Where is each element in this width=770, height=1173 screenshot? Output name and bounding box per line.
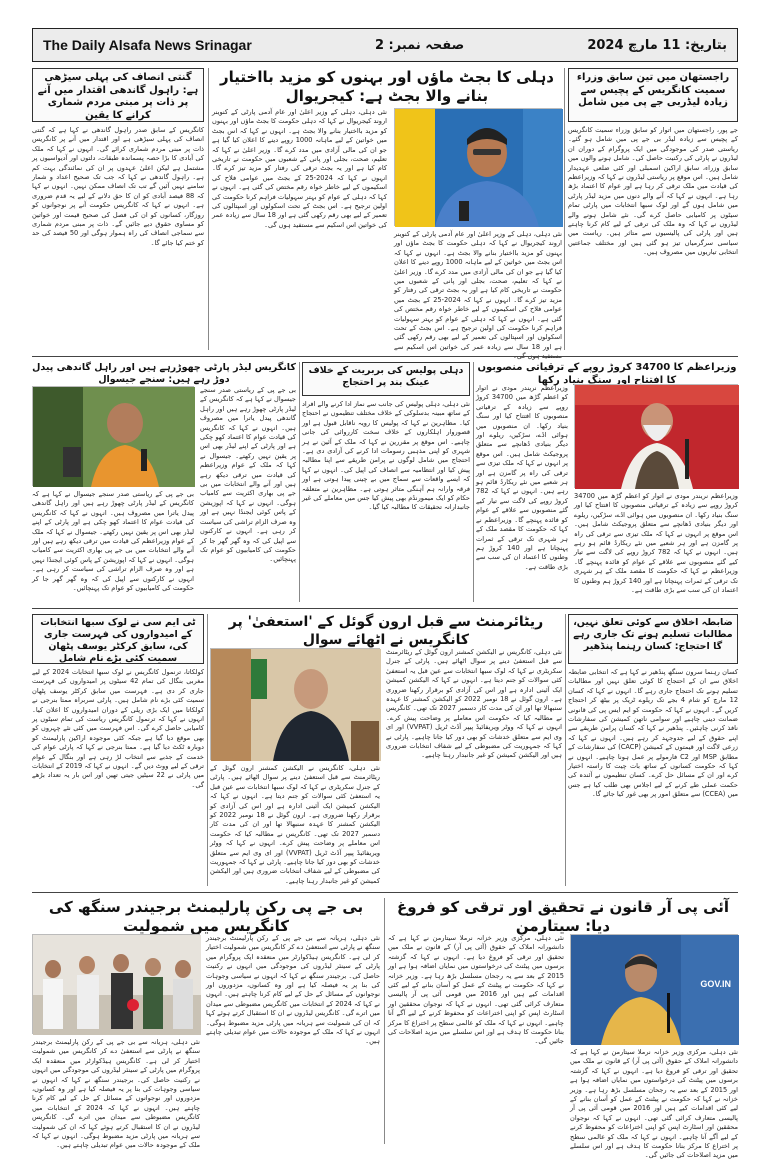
article-tmc-list (32, 614, 204, 886)
row-rule (32, 892, 738, 893)
brijendra-photo (32, 934, 200, 1034)
article-body-continued: نئی دہلی، ہریانہ سے بی جے پی کے رکن پارلیمنٹ برجیندر سنگھ نے پارٹی سے استعفیٰ دے کر کانگریس میں شمولیت اختیار کر لی ہے۔ کانگریس ہیڈکوارٹر میں منعقدہ ایک پروگرام میں پارٹی کے سینئر لیڈروں کی موجودگی میں انہوں نے رکنیت حاصل کی۔ برجیندر سنگھ نے کہا کہ انہوں نے سیاسی وجوہات کی بنا پر یہ فیصلہ کیا ہے اور وہ کسانوں، مزدوروں اور نوجوانوں کے مسائل کے حل کے لیے کام کرنا چاہتے ہیں۔ انہوں نے کہا کہ 2024 کے انتخابات میں کانگریس مضبوطی سے میدان میں اترے گی۔ کانگریس لیڈروں نے ان کا استقبال کرتے ہوئے کہا کہ ان کی شمولیت سے ہریانہ میں پارٹی مزید مضبوط ہوگی۔ انہوں نے کہا کہ ملک کے موجودہ حالات میں عوام تبدیلی چاہتے ہیں۔ (205, 934, 380, 1046)
article-body: جے پور، راجستھان میں اتوار کو سابق وزراء سمیت کانگریس کے پچیس سے زیادہ لیڈر بی جے پی میں شامل ہو گئے۔ ریاستی صدر کی موجودگی میں ایک پروگرام کے دوران ان لیڈروں نے پارٹی کی رکنیت حاصل کی۔ شامل ہونے والوں میں سابق وزراء، سابق اراکین اسمبلی اور کئی ضلعی عہدیدار شامل ہیں۔ اس موقع پر ریاستی لیڈروں نے کہا کہ وزیراعظم کی قیادت میں ملک ترقی کر رہا ہے اور عوام کا اعتماد بڑھ رہا ہے۔ انہوں نے کہا کہ آنے والے دنوں میں مزید لیڈر پارٹی میں شامل ہوں گے اور لوک سبھا انتخابات میں پارٹی تمام سیٹوں پر کامیابی حاصل کرے گی۔ نئے شامل ہونے والے لیڈروں نے کہا کہ وہ ملک کی ترقی کے لیے کام کرنا چاہتے ہیں اور پارٹی کی پالیسیوں سے متاثر ہیں۔ ریاست میں سیاسی سرگرمیاں تیز ہو گئی ہیں اور مختلف جماعتیں انتخابی تیاریوں میں مصروف ہیں۔ (568, 126, 738, 257)
column-rule (299, 362, 300, 602)
article-arun-goel (210, 614, 562, 886)
article-body: نئی دہلی، دہلی پولیس کی جانب سے نماز ادا کرنے والے افراد کے ساتھ مبینہ بدسلوکی کے خلاف مختلف تنظیموں نے احتجاج کیا۔ مظاہرین نے کہا کہ پولیس کا رویہ ناقابل قبول ہے اور قصوروار اہلکاروں کے خلاف سخت کارروائی کی جانی چاہیے۔ اس موقع پر مقررین نے کہا کہ ملک کے آئین نے ہر شہری کو اپنی مذہبی رسومات ادا کرنے کی آزادی دی ہے۔ احتجاج میں شامل لوگوں نے پرامن طریقے سے اپنا مطالبہ پیش کیا اور انتظامیہ سے انصاف کی اپیل کی۔ انہوں نے کہا کہ ایسے واقعات سے سماج میں بے چینی پیدا ہوتی ہے اور فرقہ وارانہ ہم آہنگی متاثر ہوتی ہے۔ مظاہرین نے متعلقہ حکام کو ایک میمورنڈم بھی پیش کیا جس میں معاملے کی غیر جانبدارانہ تحقیقات کا مطالبہ کیا گیا۔ (302, 400, 470, 512)
article-police-protest (302, 362, 470, 602)
page-number: صفحہ نمبر: 2 (374, 37, 465, 53)
article-headline: گنتی انصاف کی پہلی سیڑھی ہے: راہول گاندھی اقتدار میں آنے پر ذات پر مبنی مردم شماری کرانے کا یقین (32, 68, 204, 122)
photo-watermark: GOV.IN (700, 979, 731, 989)
article-body-continued: نئی دہلی، کانگریس نے الیکشن کمشنر ارون گوئل کے ریٹائرمنٹ سے قبل استعفیٰ دینے پر سوال اٹھائے ہیں۔ پارٹی کے جنرل سکریٹری نے کہا کہ لوک سبھا انتخابات سے عین قبل یہ استعفیٰ کئی سوالات کو جنم دیتا ہے۔ انہوں نے کہا کہ الیکشن کمیشن ایک آئینی ادارہ ہے اور اس کی آزادی کو برقرار رکھنا ضروری ہے۔ ارون گوئل نے 18 نومبر 2022 کو الیکشن کمشنر کا عہدہ سنبھالا تھا اور ان کی مدت کار دسمبر 2027 تک تھی۔ کانگریس نے مطالبہ کیا کہ حکومت اس معاملے پر وضاحت پیش کرے۔ انہوں نے کہا کہ ووٹر ویریفائیڈ پیپر آڈٹ ٹریل (VVPAT) اور ای وی ایم سے متعلق خدشات کو بھی دور کیا جانا چاہیے۔ پارٹی نے کہا کہ جمہوریت کی مضبوطی کے لیے شفاف انتخابات ضروری ہیں اور الیکشن کمیشن کو غیر جانبدار رہنا چاہیے۔ (386, 648, 562, 760)
article-farmer-protest (568, 614, 738, 886)
article-headline: ضابطہ اخلاق سے کوئی تعلق نہیں، مطالبات تسلیم ہونے تک جاری رہے گا احتجاج: کسان رہنما پنڈھیر (568, 614, 738, 664)
article-headline: ٹی ایم سی نے لوک سبھا انتخابات کے امیدواروں کی فہرست جاری کی، سابق کرکٹر یوسف پٹھان سمیت کئی بڑے نام شامل (32, 614, 204, 664)
paper-name: The Daily Alsafa News Srinagar (43, 37, 252, 53)
jaiswal-photo (32, 386, 194, 486)
article-headline: راجستھان میں تین سابق وزراء سمیت کانگریس کے پچیس سے زیادہ لیڈربی جے پی میں شامل (568, 68, 738, 122)
modi-photo (574, 384, 738, 488)
article-headline: وزیراعظم کا 34700 کروڑ روپے کے ترقیاتی منصوبوں کا افتتاح اور سنگ بنیاد رکھا (477, 362, 737, 386)
article-headline: دہلی پولیس کی بربریت کے خلاف عینک بند پر احتجاج (302, 362, 470, 396)
article-body: نئی دہلی، دہلی کے وزیر اعلیٰ اور عام آدمی پارٹی کے کنوینر اروند کیجریوال نے کہا کہ دہلی حکومت کا بجٹ ماؤں اور بہنوں کو مزید بااختیار بنانے والا بجٹ ہے۔ انہوں نے کہا کہ اس بجٹ میں خواتین کے لیے ماہانہ 1000 روپے دینے کا اعلان کیا گیا ہے جو ان کی مالی آزادی میں مدد کرے گا۔ وزیر اعلیٰ نے کہا کہ تعلیم، صحت، بجلی اور پانی کے شعبوں میں حکومت نے تاریخی کام کیا ہے اور یہ بجٹ ترقی کی رفتار کو مزید تیز کرے گا۔ انہوں نے کہا کہ 2024-25 کے بجٹ میں عوامی فلاح کی اسکیموں کے لیے خاطر خواہ رقم مختص کی گئی ہے۔ انہوں نے کہا کہ دہلی کے عوام کو بہتر سہولیات فراہم کرنا حکومت کی اولین ترجیح ہے۔ اس بجٹ کے تحت اسکولوں اور اسپتالوں کی تعمیر کے لیے بھی رقم رکھی گئی ہے اور 18 سال سے زیادہ عمر کی خواتین اس اسکیم سے (394, 230, 563, 351)
article-headline: بی جے پی رکن پارلیمنٹ برجیندر سنگھ کی کانگریس میں شمولیت (48, 898, 364, 935)
article-body: کسان رہنما سرون سنگھ پنڈھیر نے کہا ہے کہ انتخابی ضابطہ اخلاق سے ان کے احتجاج کا کوئی تعلق نہیں اور مطالبات تسلیم ہونے تک احتجاج جاری رہے گا۔ انہوں نے کہا کہ کسان 12 مارچ کو شام 4 بجے تک ریلوے ٹریک پر بیٹھ کر احتجاج کریں گے۔ انہوں نے کہا کہ حکومت کو ایم ایس پی کی قانونی ضمانت دینی چاہیے اور سوامی ناتھن کمیشن کی سفارشات نافذ کرنی چاہئیں۔ پنڈھیر نے کہا کہ کسان پرامن طریقے سے اپنے حقوق کے لیے جدوجہد کر رہے ہیں۔ انہوں نے کہا کہ زرعی لاگت اور قیمتوں کے کمیشن (CACP) کی سفارشات کے مطابق MSP اور C2 فارمولے پر عمل ہونا چاہیے۔ انہوں نے کہا کہ حکومت کسانوں کے ساتھ بات چیت کا راستہ اختیار کرے اور ان کے مسائل حل کرے۔ کسان تنظیموں نے آئندہ کی حکمت عملی طے کرنے کے لیے اجلاس بھی طلب کیا ہے جس میں (CCEA) سے متعلق امور پر بھی غور کیا جائے گا۔ (568, 668, 739, 799)
goel-photo (210, 648, 380, 760)
article-kejriwal (212, 68, 562, 350)
column-rule (208, 68, 209, 350)
article-body: کولکاتا، ترنمول کانگریس نے لوک سبھا انتخابات 2024 کے لیے مغربی بنگال کی تمام 42 سیٹوں پر امیدواروں کی فہرست جاری کر دی ہے۔ فہرست میں سابق کرکٹر یوسف پٹھان سمیت کئی بڑے نام شامل ہیں۔ پارٹی سربراہ ممتا بنرجی نے کولکاتا میں ایک بڑی ریلی کے دوران امیدواروں کا اعلان کیا۔ انہوں نے کہا کہ ترنمول کانگریس ریاست کی تمام سیٹوں پر کامیابی حاصل کرے گی۔ اس فہرست میں کئی نئے چہروں کو بھی موقع دیا گیا ہے جبکہ کئی موجودہ اراکین پارلیمنٹ کو دوبارہ ٹکٹ دیا گیا ہے۔ ممتا بنرجی نے کہا کہ پارٹی عوام کی خدمت کے جذبے سے انتخاب لڑ رہی ہے اور بنگال کے عوام ترقی کے لیے ووٹ دیں گے۔ انہوں نے کہا کہ 2019 کے انتخابات میں پارٹی نے 22 سیٹیں جیتی تھیں اور اس بار یہ تعداد بڑھے گی۔ (32, 668, 205, 789)
article-sitharaman (388, 898, 738, 1160)
article-body: نئی دہلی، مرکزی وزیر خزانہ نرملا سیتارمن نے کہا ہے کہ دانشورانہ املاک کے حقوق (آئی پی آر) کے قانون نے ملک میں تحقیق اور ترقی کو فروغ دیا ہے۔ انہوں نے کہا کہ گزشتہ برسوں میں پیٹنٹ کی درخواستوں میں نمایاں اضافہ ہوا ہے اور 2015 کے بعد سے یہ رجحان مسلسل بڑھ رہا ہے۔ وزیر خزانہ نے کہا کہ حکومت نے پیٹنٹ کے عمل کو آسان بنانے کے لیے کئی اقدامات کیے ہیں اور 2016 میں قومی آئی پی آر پالیسی متعارف کرائی گئی تھی۔ انہوں نے کہا کہ نوجوان محققین اور اسٹارٹ اپس کو اپنی اختراعات کو محفوظ کرنے کے لیے آگے آنا چاہیے۔ انہوں نے کہا کہ ملک کو عالمی سطح پر اختراع کا مرکز بنانا حکومت کا ہدف ہے اور اس سلسلے میں مزید اصلاحات کی جائیں گی۔ (570, 1048, 738, 1160)
kejriwal-photo (394, 108, 562, 226)
article-body: نئی دہلی، کانگریس نے الیکشن کمشنر ارون گوئل کے ریٹائرمنٹ سے قبل استعفیٰ دینے پر سوال اٹھائے ہیں۔ پارٹی کے جنرل سکریٹری نے کہا کہ لوک سبھا انتخابات سے عین قبل یہ استعفیٰ کئی سوالات کو جنم دیتا ہے۔ انہوں نے کہا کہ الیکشن کمیشن ایک آئینی ادارہ ہے اور اس کی آزادی کو برقرار رکھنا ضروری ہے۔ ارون گوئل نے 18 نومبر 2022 کو الیکشن کمشنر کا عہدہ سنبھالا تھا اور ان کی مدت کار دسمبر 2027 تک تھی۔ کانگریس نے مطالبہ کیا کہ حکومت اس معاملے پر وضاحت پیش کرے۔ انہوں نے کہا کہ ووٹر ویریفائیڈ پیپر آڈٹ ٹریل (VVPAT) اور ای وی ایم سے متعلق خدشات کو بھی دور کیا جانا چاہیے۔ پارٹی نے کہا کہ جمہوریت کی مضبوطی کے لیے شفاف انتخابات ضروری ہیں اور الیکشن کمیشن کو غیر جانبدار رہنا چاہیے۔ (209, 764, 381, 885)
article-headline: آئی پی آر قانون نے تحقیق اور ترقی کو فروغ دیا: سیتارمن (396, 898, 730, 935)
column-rule (384, 898, 385, 1144)
article-headline: ریٹائرمنٹ سے قبل ارون گوئل کے 'استعفیٰ' پر کانگریس نے اٹھائے سوال (228, 614, 544, 648)
article-body-continued: بی جے پی کے ریاستی صدر سنجے جیسوال نے کہا ہے کہ کانگریس کے لیڈر پارٹی چھوڑ رہے ہیں اور راہل گاندھی پیدل یاترا میں مصروف ہیں۔ انہوں نے کہا کہ کانگریس کی قیادت عوام کا اعتماد کھو چکی ہے اور پارٹی کے اپنے لیڈر بھی اس پر یقین نہیں رکھتے۔ جیسوال نے کہا کہ ملک کے عوام وزیراعظم کی قیادت میں ترقی دیکھ رہے ہیں اور آنے والے انتخابات میں بی جے پی بھاری اکثریت سے کامیاب ہوگی۔ انہوں نے کہا کہ اپوزیشن کے پاس کوئی ایجنڈا نہیں ہے اور وہ صرف الزام تراشی کی سیاست کر رہی ہے۔ انہوں نے کارکنوں سے اپیل کی کہ وہ گھر گھر جا کر حکومت کی کامیابیوں کو عوام تک پہنچائیں۔ (200, 386, 296, 564)
row-rule (32, 608, 738, 609)
article-body: بی جے پی کے ریاستی صدر سنجے جیسوال نے کہا ہے کہ کانگریس کے لیڈر پارٹی چھوڑ رہے ہیں اور راہل گاندھی پیدل یاترا میں مصروف ہیں۔ انہوں نے کہا کہ کانگریس کی قیادت عوام کا اعتماد کھو چکی ہے اور پارٹی کے اپنے لیڈر بھی اس پر یقین نہیں رکھتے۔ جیسوال نے کہا کہ ملک کے عوام وزیراعظم کی قیادت میں ترقی دیکھ رہے ہیں اور آنے والے انتخابات میں بی جے پی بھاری اکثریت سے کامیاب ہوگی۔ انہوں نے کہا کہ اپوزیشن کے پاس کوئی ایجنڈا نہیں ہے اور وہ صرف الزام تراشی کی سیاست کر رہی ہے۔ انہوں نے کارکنوں سے اپیل کی کہ وہ گھر گھر جا کر حکومت کی کامیابیوں کو عوام تک پہنچائیں۔ (32, 490, 194, 593)
article-body-continued: وزیراعظم نریندر مودی نے اتوار کو اعظم گڑھ میں 34700 کروڑ روپے سے زیادہ کے ترقیاتی منصوبوں کا افتتاح کیا اور سنگ بنیاد رکھا۔ ان منصوبوں میں ہوائی اڈے، سڑکیں، ریلوے اور دیگر بنیادی ڈھانچے سے متعلق پروجیکٹ شامل ہیں۔ اس موقع پر انہوں نے کہا کہ ملک تیزی سے ترقی کی راہ پر گامزن ہے اور ہر شعبے میں نئے ریکارڈ قائم ہو رہے ہیں۔ انہوں نے کہا کہ 782 کروڑ روپے کی لاگت سے تیار کیے گئے منصوبوں سے علاقے کے عوام کو فائدہ پہنچے گا۔ وزیراعظم نے کہا کہ حکومت کا مقصد ملک کے ہر شہری تک ترقی کے ثمرات پہنچانا ہے اور 140 کروڑ ہم وطنوں کا اعتماد ان کی سب سے بڑی طاقت ہے۔ (476, 384, 568, 571)
column-rule (564, 68, 565, 350)
column-rule (473, 362, 474, 602)
article-body-continued: نئی دہلی، مرکزی وزیر خزانہ نرملا سیتارمن نے کہا ہے کہ دانشورانہ املاک کے حقوق (آئی پی آر) کے قانون نے ملک میں تحقیق اور ترقی کو فروغ دیا ہے۔ انہوں نے کہا کہ گزشتہ برسوں میں پیٹنٹ کی درخواستوں میں نمایاں اضافہ ہوا ہے اور 2015 کے بعد سے یہ رجحان مسلسل بڑھ رہا ہے۔ وزیر خزانہ نے کہا کہ حکومت نے پیٹنٹ کے عمل کو آسان بنانے کے لیے کئی اقدامات کیے ہیں اور 2016 میں قومی آئی پی آر پالیسی متعارف کرائی گئی تھی۔ انہوں نے کہا کہ نوجوان محققین اور اسٹارٹ اپس کو اپنی اختراعات کو محفوظ کرنے کے لیے آگے آنا چاہیے۔ انہوں نے کہا کہ ملک کو عالمی سطح پر اختراع کا مرکز بنانا حکومت کا ہدف ہے اور اس سلسلے میں مزید اصلاحات کی جائیں گی۔ (388, 934, 564, 1046)
article-rajasthan (568, 68, 738, 350)
article-body: نئی دہلی، ہریانہ سے بی جے پی کے رکن پارلیمنٹ برجیندر سنگھ نے پارٹی سے استعفیٰ دے کر کانگریس میں شمولیت اختیار کر لی ہے۔ کانگریس ہیڈکوارٹر میں منعقدہ ایک پروگرام میں پارٹی کے سینئر لیڈروں کی موجودگی میں انہوں نے رکنیت حاصل کی۔ برجیندر سنگھ نے کہا کہ انہوں نے سیاسی وجوہات کی بنا پر یہ فیصلہ کیا ہے اور وہ کسانوں، مزدوروں اور نوجوانوں کے مسائل کے حل کے لیے کام کرنا چاہتے ہیں۔ انہوں نے کہا کہ 2024 کے انتخابات میں کانگریس مضبوطی سے میدان میں اترے گی۔ کانگریس لیڈروں نے ان کا استقبال کرتے ہوئے کہا کہ ان کی شمولیت سے ہریانہ میں پارٹی مزید مضبوط ہوگی۔ انہوں نے کہا کہ ملک کے موجودہ حالات میں عوام تبدیلی چاہتے ہیں۔ (32, 1038, 200, 1150)
article-headline: کانگریس لیڈر پارٹی چھوڑرہے ہیں اور راہل گاندھی پیدل دوڑ رہے ہیں: سنجے جیسوال (32, 362, 296, 385)
article-body: وزیراعظم نریندر مودی نے اتوار کو اعظم گڑھ میں 34700 کروڑ روپے سے زیادہ کے ترقیاتی منصوبوں کا افتتاح کیا اور سنگ بنیاد رکھا۔ ان منصوبوں میں ہوائی اڈے، سڑکیں، ریلوے اور دیگر بنیادی ڈھانچے سے متعلق پروجیکٹ شامل ہیں۔ اس موقع پر انہوں نے کہا کہ ملک تیزی سے ترقی کی راہ پر گامزن ہے اور ہر شعبے میں نئے ریکارڈ قائم ہو رہے ہیں۔ انہوں نے کہا کہ 782 کروڑ روپے کی لاگت سے تیار کیے گئے منصوبوں سے علاقے کے عوام کو فائدہ پہنچے گا۔ وزیراعظم نے کہا کہ حکومت کا مقصد ملک کے ہر شہری تک ترقی کے ثمرات پہنچانا ہے اور 140 کروڑ ہم وطنوں کا اعتماد ان کی سب سے بڑی طاقت ہے۔ (574, 492, 738, 595)
article-pm-projects (476, 362, 738, 602)
column-rule (565, 614, 566, 886)
article-body: کانگریس کے سابق صدر راہول گاندھی نے کہا ہے کہ گنتی انصاف کی پہلی سیڑھی ہے اور اقتدار میں آنے پر کانگریس ذات پر مبنی مردم شماری کرائے گی۔ انہوں نے کہا کہ ملک کی آبادی کا بڑا حصہ پسماندہ طبقات، دلتوں اور آدیواسیوں پر مشتمل ہے لیکن اعلیٰ عہدوں پر ان کی نمائندگی بہت کم ہے۔ راہول گاندھی نے کہا کہ جب تک صحیح اعداد و شمار سامنے نہیں آئیں گے تب تک انصاف ممکن نہیں۔ انہوں نے کہا کہ 88 فیصد آبادی کو ان کا حق دلانے کے لیے یہ قدم ضروری ہے۔ انہوں نے کہا کہ کانگریس حکومت آنے پر نوجوانوں کو روزگار، کسانوں کو ان کی فصل کی صحیح قیمت اور خواتین کو مساوی حقوق دیے جائیں گے۔ ذات پر مبنی مردم شماری سے سماجی انصاف کی راہ ہموار ہوگی اور 50 فیصد کی حد کو ختم کیا جائے گا۔ (32, 126, 205, 247)
article-headline: دہلی کا بجٹ ماؤں اور بہنوں کو مزید بااختیار بنانے والا بجٹ ہے: کیجریوال (220, 68, 554, 105)
row-rule (32, 356, 738, 357)
article-brijendra-singh (32, 898, 380, 1150)
masthead (32, 28, 738, 62)
sitharaman-photo (570, 934, 738, 1044)
newspaper-page (32, 28, 739, 1160)
article-body-continued: نئی دہلی، دہلی کے وزیر اعلیٰ اور عام آدمی پارٹی کے کنوینر اروند کیجریوال نے کہا کہ دہلی حکومت کا بجٹ ماؤں اور بہنوں کو مزید بااختیار بنانے والا بجٹ ہے۔ انہوں نے کہا کہ اس بجٹ میں خواتین کے لیے ماہانہ 1000 روپے دینے کا اعلان کیا گیا ہے جو ان کی مالی آزادی میں مدد کرے گا۔ وزیر اعلیٰ نے کہا کہ تعلیم، صحت، بجلی اور پانی کے شعبوں میں حکومت نے تاریخی کام کیا ہے اور یہ بجٹ ترقی کی رفتار کو مزید تیز کرے گا۔ انہوں نے کہا کہ 2024-25 کے بجٹ میں عوامی فلاح کی اسکیموں کے لیے خاطر خواہ رقم مختص کی گئی ہے۔ انہوں نے کہا کہ دہلی کے عوام کو بہتر سہولیات فراہم کرنا حکومت کی اولین ترجیح ہے۔ اس بجٹ کے تحت اسکولوں اور اسپتالوں کی تعمیر کے لیے بھی رقم رکھی گئی ہے اور 18 سال سے زیادہ عمر کی خواتین اس اسکیم سے مستفید ہوں گی۔ (212, 108, 387, 229)
issue-date: بتاریخ: 11 مارچ 2024 (587, 37, 727, 53)
column-rule (207, 614, 208, 886)
article-rahul-census (32, 68, 204, 350)
article-jaiswal (32, 362, 296, 602)
